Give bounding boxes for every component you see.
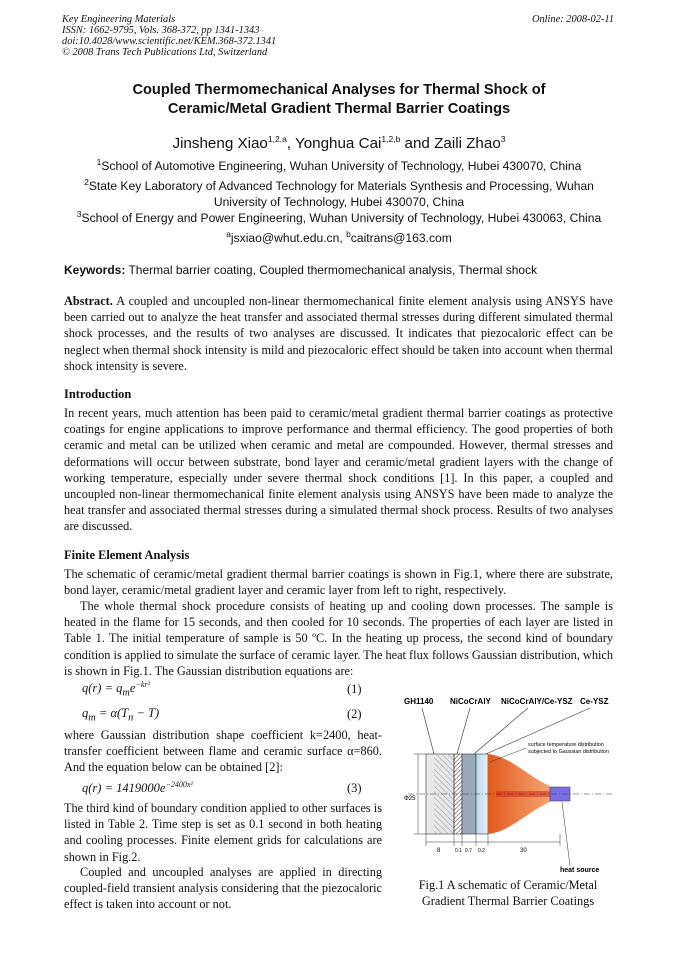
- author-name: Zaili Zhao: [434, 135, 501, 153]
- equation-1: [82, 680, 150, 699]
- author-name: Jinsheng Xiao: [172, 135, 268, 153]
- layer-label: NiCoCrAlY: [450, 697, 491, 706]
- title-line-1: Coupled Thermomechanical Analyses for Thermal Shock of: [132, 82, 546, 98]
- author-sup: 3: [500, 134, 506, 144]
- affiliation-text: School of Energy and Power Engineering, Wuhan University of Technology, Hubei 430063, China: [81, 211, 602, 226]
- journal-name: Key Engineering Materials: [62, 14, 176, 25]
- fea-paragraph-4: The third kind of boundary condition applied to other surfaces is listed in Table 2. Time step is set as 0.1 second in both heating and cooling processes. Finite element grids for calculations are shown in Fig.2.: [64, 801, 382, 864]
- doi-line: doi:10.4028/www.scientific.net/KEM.368-372.1341: [62, 36, 277, 47]
- dimension-label: 30: [520, 848, 527, 854]
- leader-line: [422, 708, 434, 754]
- fea-paragraph-3: where Gaussian distribution shape coefficient k=2400, heat-transfer coefficient between flame and ceramic surface α=860. And the equation below can be obtained [2]:: [64, 728, 382, 775]
- abstract: [64, 293, 613, 374]
- equation-number-1: (1): [347, 682, 362, 696]
- affiliation-2: [56, 174, 622, 210]
- online-date: Online: 2008-02-11: [531, 14, 614, 25]
- equation-text: e: [129, 681, 136, 696]
- author-separator: and: [400, 135, 435, 153]
- affiliation-sup: 3: [76, 209, 82, 219]
- keywords: [64, 262, 619, 278]
- equation-text: q: [82, 706, 89, 720]
- equation-number-2: (2): [347, 707, 362, 721]
- author-separator: ,: [286, 135, 295, 153]
- heat-source-label: heat source: [560, 867, 600, 874]
- author-sup: 1,2,b: [381, 134, 401, 144]
- affiliation-sup: 2: [84, 177, 89, 187]
- equation-text: q(r) = 1419000e: [82, 781, 166, 796]
- abstract-label: Abstract.: [64, 294, 113, 308]
- equation-number-3: (3): [347, 781, 362, 795]
- equation-text: q(r) = q: [82, 681, 123, 696]
- email-link[interactable]: jsxiao@whut.edu.cn,: [230, 231, 347, 246]
- author-emails: [56, 226, 622, 246]
- leader-line: [457, 708, 470, 754]
- author-sup: 1,2,a: [267, 134, 287, 144]
- layer-label: GH1140: [404, 697, 434, 706]
- dimension-label: 8: [437, 848, 441, 854]
- section-heading-introduction: Introduction: [64, 387, 132, 401]
- equation-2: [82, 706, 159, 724]
- dimension-label: 0.1: [455, 848, 462, 854]
- keywords-text: Thermal barrier coating, Coupled thermomechanical analysis, Thermal shock: [125, 263, 538, 277]
- equation-text: = α(T: [95, 706, 129, 720]
- figure-1-schematic: [400, 690, 618, 876]
- fea-paragraph-1: The schematic of ceramic/metal gradient thermal barrier coatings is shown in Fig.1, where there are substrate, bond layer, ceramic/metal gradient layer and ceramic layer from left to right, respectively.: [64, 567, 613, 598]
- heat-source-leader: [562, 802, 570, 866]
- figure-1-caption: [400, 877, 616, 909]
- annotation-text: subjected to Gaussian distribution: [528, 749, 609, 755]
- affiliation-text: School of Automotive Engineering, Wuhan University of Technology, Hubei 430070, China: [101, 159, 582, 174]
- section-heading-fea: Finite Element Analysis: [64, 548, 190, 562]
- author-name: Yonghua Cai: [294, 135, 382, 153]
- dimension-label: Φ25: [404, 796, 416, 802]
- equation-subscript: m: [122, 687, 130, 699]
- affiliation-3: [56, 206, 622, 226]
- email-sup: a: [226, 229, 231, 239]
- layer-label: NiCoCrAlY/Ce-YSZ: [501, 697, 573, 706]
- equation-exponent: −2400x²: [165, 780, 193, 789]
- paper-title: [40, 81, 638, 119]
- caption-line: Fig.1 A schematic of Ceramic/Metal: [418, 878, 598, 892]
- abstract-text: A coupled and uncoupled non-linear thermomechanical finite element analysis using ANSYS have been carried out to analyze the heat transfer and associated thermal stresses during different simulated thermal shock processes, and the results of two analyses are discussed. It indicates that piezocaloric effect can be neglect when thermal shock intensity is mild and piezocaloric effect should be taken into account when thermal shock intensity is severe.: [64, 294, 613, 373]
- affiliation-1: [56, 154, 622, 174]
- dimension-label: 0.7: [465, 848, 472, 854]
- copyright-line: © 2008 Trans Tech Publications Ltd, Switzerland: [62, 47, 268, 58]
- introduction-paragraph: In recent years, much attention has been paid to ceramic/metal gradient thermal barrier coatings as protective coatings for engine applications to improve performance and thermal efficiency. The good properties of both ceramic and metal can be utilized when ceramic and metal are compounded. However, thermal stresses and deformations will occur between substrate, bond layer and ceramic/metal gradient layers with the change of working temperature, especially under severe thermal shock conditions [1]. In this paper, a coupled and uncoupled non-linear thermomechanical finite element analysis using ANSYS have been made to analyze the heat transfer and associated thermal stresses during a simulated thermal shock process. Results of two analyses are discussed.: [64, 406, 613, 534]
- publication-header: [62, 14, 276, 58]
- fea-paragraph-5: Coupled and uncoupled analyses are applied in directing coupled-field transient analysis considering that the piezocaloric effect is taken into account or not.: [64, 865, 382, 912]
- keywords-label: Keywords:: [64, 263, 126, 277]
- dimension-label: 0.2: [478, 848, 485, 854]
- fea-paragraph-2: The whole thermal shock procedure consists of heating up and cooling down processes. The sample is heated in the flame for 15 seconds, and then cooled for 10 seconds. The properties of each layer are listed in Table 1. The initial temperature of sample is 50 ºC. In the heating up process, the second kind of boundary condition is applied to simulate the surface of ceramic layer. The heat flux follows Gaussian distribution, which is shown in Fig.1. The Gaussian distribution equations are:: [64, 599, 613, 678]
- equation-text: − T): [133, 706, 160, 720]
- author-list: [40, 130, 638, 153]
- title-line-2: Ceramic/Metal Gradient Thermal Barrier Coatings: [167, 101, 511, 117]
- affiliation-text: State Key Laboratory of Advanced Technology for Materials Synthesis and Processing, Wuhan University of Technology, Hubei 430070, China: [88, 179, 594, 210]
- annotation-text: surface temperature distribution: [528, 742, 604, 748]
- equation-subscript: m: [88, 712, 96, 724]
- equation-3: [82, 780, 193, 796]
- email-sup: b: [346, 229, 351, 239]
- email-link[interactable]: caitrans@163.com: [350, 231, 452, 246]
- affiliation-sup: 1: [96, 157, 102, 167]
- issn-line: ISSN: 1662-9795, Vols. 368-372, pp 1341-1343: [62, 25, 260, 36]
- layer-label: Ce-YSZ: [580, 697, 609, 706]
- equation-exponent: −kr²: [135, 680, 150, 689]
- equation-subscript: n: [128, 712, 134, 724]
- caption-line: Gradient Thermal Barrier Coatings: [421, 894, 595, 908]
